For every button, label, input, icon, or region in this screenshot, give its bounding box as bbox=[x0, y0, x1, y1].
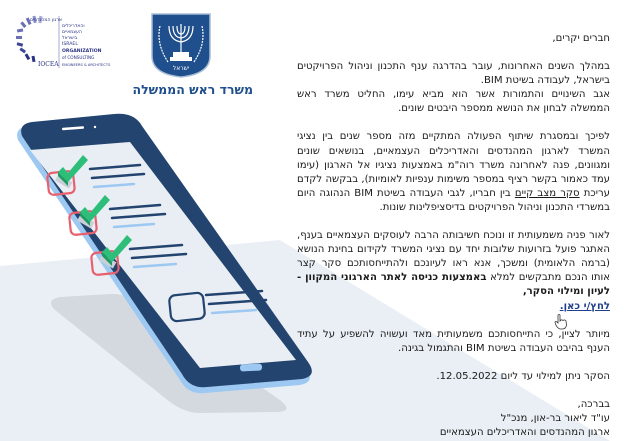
svg-text:בישראל: בישראל bbox=[62, 36, 78, 41]
survey-underlined-term: סקר מצב קיים bbox=[514, 187, 580, 199]
svg-text:העצמאיים: העצמאיים bbox=[62, 30, 82, 35]
paragraph-4: מיותר לציין, כי התייחסותכם משמעותית מאד ועשויה להשפיע על עתיד הענף בהיבט העבודה בשיטת BIM והתגמול בגינה. bbox=[297, 328, 610, 354]
signature-name: עו"ד ליאור בר-און, מנכ"ל bbox=[500, 412, 610, 424]
svg-text:ארגון המהנדסים: ארגון המהנדסים bbox=[29, 18, 62, 23]
svg-text:of CONSULTING: of CONSULTING bbox=[62, 55, 95, 60]
header-logos bbox=[0, 0, 260, 110]
signature-closing: בברכה, bbox=[577, 398, 610, 410]
paragraph-5-deadline: הסקר ניתן למילוי עד ליום 12.05.2022. bbox=[436, 370, 610, 382]
state-emblem-icon bbox=[150, 12, 212, 78]
survey-link[interactable]: לחץ/י כאן. bbox=[559, 300, 610, 312]
phone-checklist-illustration bbox=[0, 90, 330, 441]
svg-text:IOCEA: IOCEA bbox=[38, 61, 59, 68]
svg-text:ORGANIZATION: ORGANIZATION bbox=[62, 49, 102, 54]
gov-office-name: משרד ראש הממשלה bbox=[132, 82, 253, 97]
greeting: חברים יקרים, bbox=[552, 33, 610, 44]
letter-body bbox=[297, 32, 610, 440]
signature-org: ארגון המהנדסים והאדריכלים העצמאיים bbox=[439, 427, 610, 439]
iocea-logo bbox=[14, 14, 122, 70]
paragraph-1b: אגב השינויים והתמורות אשר הוא מביא עימו, החליט משרד ראש הממשלה לבחון את הנושא ממספר היבטים שונים. bbox=[297, 89, 610, 115]
svg-text:ISRAEL: ISRAEL bbox=[62, 42, 78, 47]
svg-text:ישראל: ישראל bbox=[172, 65, 190, 72]
signature-block bbox=[297, 398, 610, 440]
paragraph-2: לפיכך ובמסגרת שיתוף הפעולה המתקיים מזה מספר שנים בין נציגי המשרד לארגון המהנדסים והאדריכלים העצמאיים, בנושאים שונים ומגוונים, פנה לאחרונה משרד רוה"מ באמצעות נציגיו אל הארגון (עימו עמד כאמור בקשר רציף במספר משימות ענפיות לאומיות), בבקשה לקדם עריכת סקר מצב קיים בין חבריו, לגבי העבודה בשיטת BIM הנהוגה היום במשרדי התכנון וניהול הפרויקטים בדיסציפלינות שונות. bbox=[297, 131, 610, 213]
hand-pointer-cursor-icon bbox=[554, 314, 568, 330]
paragraph-3: לאור פניה משמעותית זו ונוכח חשיבותה הרבה לעוסקים העצמאיים בענף, האתגר פועל בזרועות שלובות יחד עם נציגי המשרד לקידום בחינת הנושא (ברמה הלאומית) ומשכך, אנא ראו לעיונכם ולהתייחסותכם סקר קצר אותו הנכם מתבקשים למלא באמצעות כניסה לאתר הארגוני המקוון - לעיון ומילוי הסקר, לחץ/י כאן. bbox=[297, 230, 611, 312]
svg-text:והאדריכלים: והאדריכלים bbox=[62, 24, 85, 29]
paragraph-1: במהלך השנים האחרונות, עובר בהדרגה ענף התכנון וניהול הפרויקטים בישראל, לעבודה בשיטת BIM. bbox=[297, 61, 610, 87]
svg-text:ENGINEERS & ARCHITECTS: ENGINEERS & ARCHITECTS bbox=[62, 63, 111, 67]
